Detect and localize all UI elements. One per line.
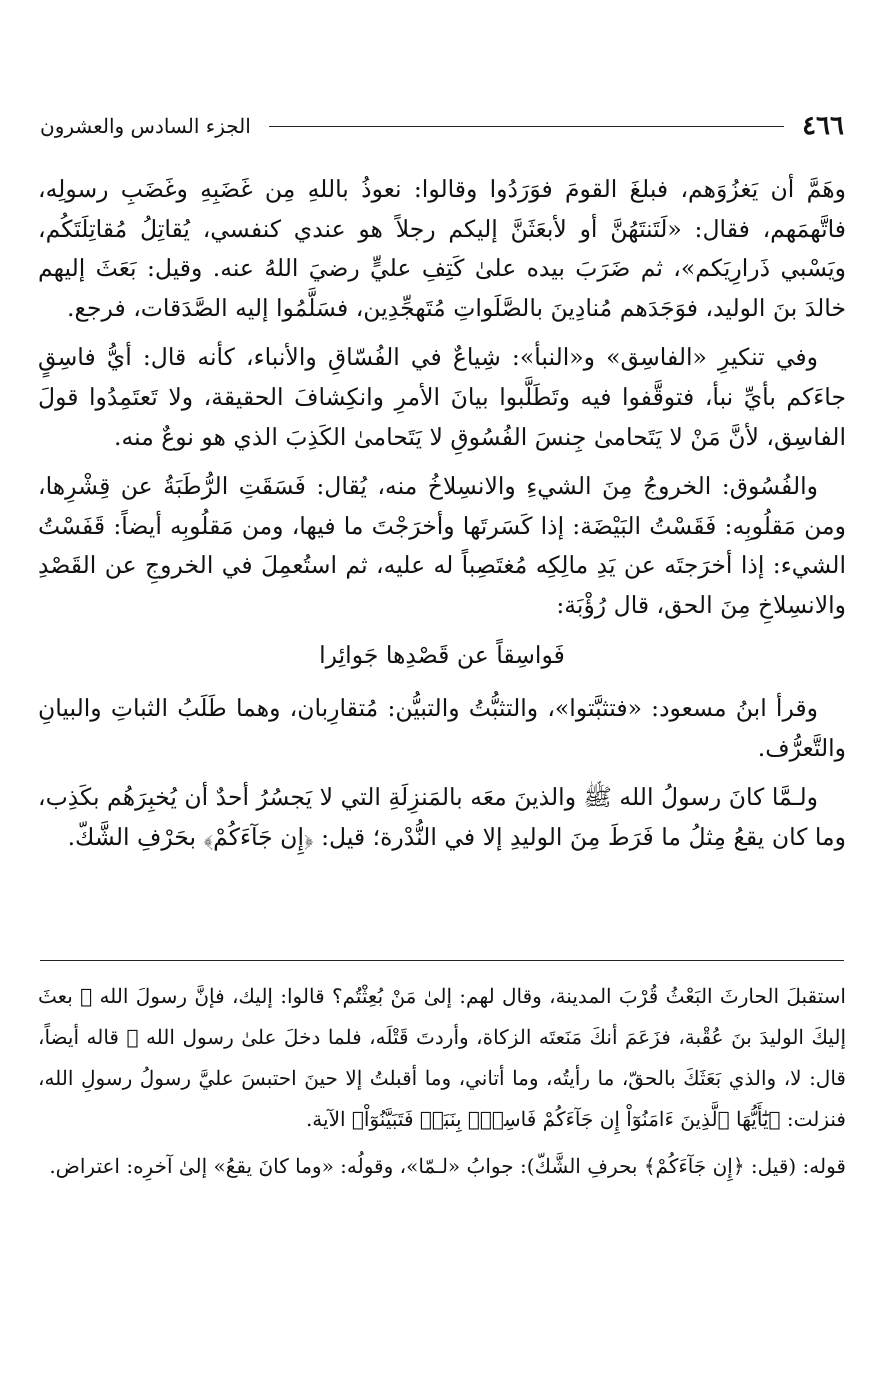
page-number: ٤٦٦ bbox=[802, 111, 844, 141]
running-title: الجزء السادس والعشرون bbox=[40, 114, 251, 138]
main-text bbox=[38, 170, 846, 858]
footnote: قوله: (قيل: ﴿إِن جَآءَكُمْ﴾ بحرفِ الشَّكّ): جوابُ «لـمّا»، وقولُه: «وما كانَ يقعُ» إلىٰ آخرِه: اعتراض. bbox=[49, 1154, 846, 1178]
paragraph: والفُسُوق: الخروجُ مِنَ الشيءِ والانسِلاخُ منه، يُقال: فَسَقَتِ الرُّطَبَةُ عن قِشْرِها، ومن مَقلُوبِه: فَقَسْتُ البَيْضَة: إذا كَسَرتَها وأخرَجْتَ ما فيها، ومن مَقلُوبِه أيضاً: قَفَسْتُ الشيء: إذا أخرَجتَه عن يَدِ مالِكِه مُغتَصِباً له عليه، ثم استُعمِلَ في الخروجِ عن القَصْدِ والانسِلاخِ مِنَ الحق، قال رُؤْبَة: bbox=[38, 472, 846, 619]
page-header bbox=[40, 104, 844, 148]
footnote-separator bbox=[40, 960, 844, 961]
header-rule bbox=[269, 126, 784, 127]
paragraph: وفي تنكيرِ «الفاسِق» و«النبأ»: شِياعٌ في الفُسّاقِ والأنباء، كأنه قال: أيُّ فاسِقٍ جاءَكم بأيِّ نبأ، فتوقَّفوا فيه وتَطَلَّبوا بيانَ الأمرِ وانكِشافَ الحقيقة، ولا تَعتَمِدُوا قولَ الفاسِق، لأنَّ مَنْ لا يَتَحامىٰ جِنسَ الفُسُوقِ لا يَتَحامىٰ الكَذِبَ الذي هو نوعٌ منه. bbox=[38, 343, 846, 451]
paragraph: وقرأ ابنُ مسعود: «فتثبَّتوا»، والتثبُّتُ والتبيُّن: مُتقارِبان، وهما طَلَبُ الثباتِ والبيانِ والتَّعرُّف. bbox=[38, 694, 846, 762]
paragraph: وهَمَّ أن يَغزُوَهم، فبلغَ القومَ فوَرَدُوا وقالوا: نعوذُ باللهِ مِن غَضَبِهِ وغَضَبِ رسولِه، فاتَّهمَهم، فقال: «لَتَنتَهُنَّ أو لأبعَثَنَّ إليكم رجلاً هو عندي كنفسي، يُقاتِلُ مُقاتِلَتَكُم، ويَسْبي ذَرارِيَكم»، ثم ضَرَبَ بيده علىٰ كَتِفِ عليٍّ رضيَ اللهُ عنه. وقيل: بَعَثَ إليهم خالدَ بنَ الوليد، فوَجَدَهم مُنادِينَ بالصَّلَواتِ مُتَهجِّدِين، فسَلَّمُوا إليه الصَّدَقات، فرجع. bbox=[38, 175, 846, 322]
paragraph: ولـمَّا كانَ رسولُ الله ﷺ والذينَ معَه بالمَنزِلَةِ التي لا يَجسُرُ أحدٌ أن يُخبِرَهُم بكَذِب، وما كان يقعُ مِثلُ ما فَرَطَ مِنَ الوليدِ إلا في النُّدْرة؛ قيل: ﴿إِن جَآءَكُمْ﴾ بحَرْفِ الشَّكّ. bbox=[38, 783, 846, 851]
footnotes bbox=[38, 976, 846, 1193]
poetry-verse: فَواسِقاً عن قَصْدِها جَوائِرا bbox=[319, 640, 565, 669]
footnote: استقبلَ الحارثَ البَعْثُ قُرْبَ المدينة، وقال لهم: إلىٰ مَنْ بُعِثْتُم؟ قالوا: إليك، فإنَّ رسولَ الله ﷺ بعثَ إليكَ الوليدَ بنَ عُقْبة، فزَعَمَ أنكَ مَنَعتَه الزكاة، وأردتَ قَتْلَه، فلما دخلَ علىٰ رسول الله ﷺ قاله أيضاً، قال: لا، والذي بَعَثَكَ بالحقّ، ما رأيتُه، وما أتاني، وما أقبلتُ إلا حينَ احتبسَ عليَّ رسولُ رسولِ الله، فنزلت: ﴿يَٰٓأَيُّهَا ٱلَّذِينَ ءَامَنُوٓاْ إِن جَآءَكُمْ فَاسِقُۢ بِنَبَإٖ فَتَبَيَّنُوٓاْ﴾ الآية. bbox=[38, 984, 846, 1131]
